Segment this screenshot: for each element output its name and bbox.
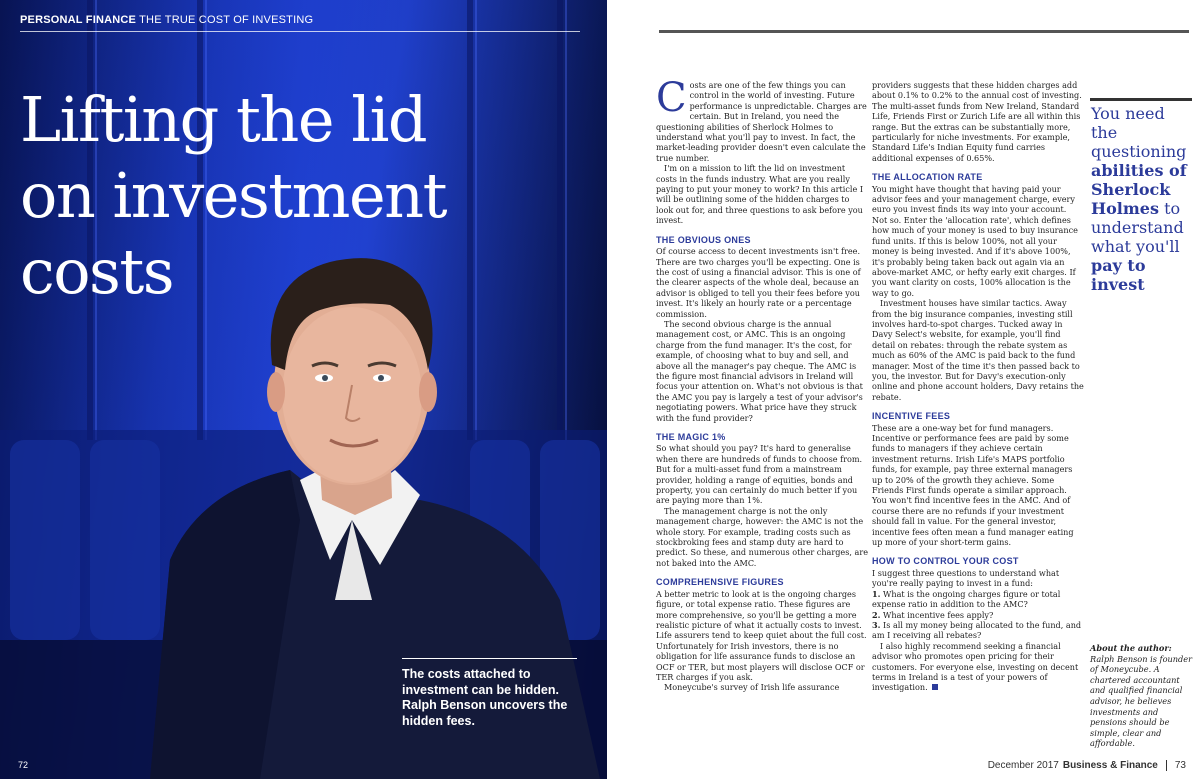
list-item xyxy=(872,589,1084,610)
list-number: 1. xyxy=(872,588,881,599)
list-number: 3. xyxy=(872,619,881,630)
paragraph: I'm on a mission to lift the lid on investment costs in the funds industry. What are you really paying to put your money to work? In this article I will be outlining some of the hidden charges to look out for, and three questions to ask before you invest. xyxy=(656,163,864,226)
footer-divider xyxy=(1166,760,1167,771)
subhead-incentive: INCENTIVE FEES xyxy=(872,411,951,422)
drop-cap: C xyxy=(656,75,687,121)
pull-quote xyxy=(1091,104,1191,294)
headline-line-1: Lifting the lid xyxy=(20,83,427,156)
headline-line-2: on investment xyxy=(20,159,447,232)
pull-quote-part: You need the questioning xyxy=(1091,104,1187,161)
right-page-article xyxy=(607,0,1200,779)
paragraph: A better metric to look at is the ongoing charges figure, or total expense ratio. These figures are more comprehensive, so you'll be getting a more realistic picture of what it actually costs to invest. Life assurers tend to keep quiet about the full cost. Unfortunately for Irish investors, there is no obligation for life assurance funds to disclose an OCF or TER, but most players will disclose OCF or TER charges if you ask. xyxy=(656,588,867,682)
subhead-control: HOW TO CONTROL YOUR COST xyxy=(872,556,1019,567)
pull-quote-rule-top xyxy=(1090,98,1192,101)
author-text: Ralph Benson is founder of Moneycube. A chartered accountant and qualified financial advisor, he believes investments and pensions should be simple, clear and affordable. xyxy=(1090,653,1193,749)
article-column-1 xyxy=(656,75,869,693)
paragraph: The management charge is not the only management charge, however: the AMC is not the whole story. For example, trading costs such as stockbroking fees and stamp duty are hard to predict. So these, and numerous other charges, are not baked into the AMC. xyxy=(656,505,869,568)
list-text: What is the ongoing charges figure or total expense ratio in addition to the AMC? xyxy=(872,588,1061,610)
paragraph: These are a one-way bet for fund managers. Incentive or performance fees are paid by some funds to managers if they achieve certain investment returns. Irish Life's MAPS portfolio funds, for example, pay three external managers up to 20% of the growth they achieve. Some Friends First funds operate a similar approach. You won't find incentive fees in the AMC. And of course there are no refunds if your investment should fall in value. For the general investor, incentive fees often mean a fund manager eating up more of your short-term gains. xyxy=(872,422,1074,548)
paragraph: Investment houses have similar tactics. Away from the big insurance companies, investing still involves hard-to-spot charges. Tucked away in Davy Select's website, for example, you'll find detail on rebates: through the rebate system as much as 60% of the AMC is paid back to the fund manager. Most of the time it's then passed back to you, the investor. But for Davy's execution-only online and phone account holders, Davy retains the rebate. xyxy=(872,298,1084,402)
kicker-section: PERSONAL FINANCE xyxy=(20,14,137,26)
list-text: What incentive fees apply? xyxy=(883,609,994,620)
pull-quote-part: to understand what you'll xyxy=(1091,199,1184,256)
left-page-number: 72 xyxy=(18,760,29,770)
paragraph: providers suggests that these hidden charges add about 0.1% to 0.2% to the annual cost of investing. The multi-asset funds from New Ireland, Standard Life, Friends First or Zurich Life are all within this range. But the extras can be substantially more, particularly for niche investments. For example, Standard Life's Indian Equity fund carries additional expenses of 0.65%. xyxy=(872,80,1082,163)
top-rule xyxy=(659,30,1189,33)
section-kicker xyxy=(20,14,313,26)
page-footer xyxy=(988,760,1186,771)
article-headline xyxy=(20,82,580,310)
paragraph: You might have thought that having paid your advisor fees and your management charge, every euro you invest finds its way into your account. Not so. Enter the 'allocation rate', which defines how much of your money is used to buy insurance fund units. If this is below 100%, not all your money is being invested. And if it's above 100%, it's probably being taken back out again via an above-market AMC, or hefty early exit charges. If you want clarity on costs, 100% allocation is the way to go. xyxy=(872,183,1078,298)
magazine-name: Business & Finance xyxy=(1062,760,1158,771)
question-list xyxy=(872,589,1084,641)
pull-quote-emphasis: pay to invest xyxy=(1091,256,1146,294)
author-label: About the author: xyxy=(1090,643,1172,653)
intro-text: osts are one of the few things you can control in the world of investing. Future performance is unpredictable. Charges are certain. But in Ireland, you need the questioning abilities of Sherlock Holmes to understand what you'll pay to invest. In fact, the market-leading provider doesn't even calculate the true number. xyxy=(656,80,867,163)
end-mark-icon xyxy=(932,684,938,690)
page-number: 73 xyxy=(1174,760,1186,771)
kicker-topic: THE TRUE COST OF INVESTING xyxy=(139,14,314,26)
paragraph: I suggest three questions to understand what you're really paying to invest in a fund: xyxy=(872,567,1060,589)
subhead-allocation: THE ALLOCATION RATE xyxy=(872,172,983,183)
paragraph: Moneycube's survey of Irish life assurance xyxy=(664,682,840,693)
pull-quote-emphasis: abilities of Sherlock Holmes xyxy=(1091,161,1187,218)
subhead-magic: THE MAGIC 1% xyxy=(656,432,726,442)
list-number: 2. xyxy=(872,609,881,620)
paragraph: So what should you pay? It's hard to generalise when there are hundreds of funds to choose from. But for a multi-asset fund from a mainstream provider, holding a range of equities, bonds and property, you can certainly do much better if you are paying more than 1%. xyxy=(656,443,863,506)
list-item xyxy=(872,610,1084,620)
paragraph: Of course access to decent investments isn't free. There are two charges you'll be expecting. One is the cost of using a financial advisor. This is one of the clearer aspects of the whole deal, because an advisor is obliged to tell you their fees before you invest. It's likely an hourly rate or a percentage commission. xyxy=(656,246,861,319)
author-bio xyxy=(1090,643,1194,749)
headline-line-3: costs xyxy=(20,235,174,308)
list-text: Is all my money being allocated to the fund, and am I receiving all rebates? xyxy=(872,619,1082,641)
list-item xyxy=(872,620,1084,641)
paragraph: The second obvious charge is the annual management cost, or AMC. This is an ongoing charge from the fund manager. It's the cost, for example, of choosing what to buy and sell, and above all the manager's pay cheque. The AMC is the figure most financial advisors in Ireland will focus your attention on. What's not obvious is that the AMC you pay is largely a test of your advisor's negotiating powers. What price have they struck with the fund provider? xyxy=(656,318,863,423)
subhead-comprehensive: COMPREHENSIVE FIGURES xyxy=(656,577,784,588)
article-column-2 xyxy=(872,80,1084,693)
closing-text: I also highly recommend seeking a financial advisor who promotes open pricing for their customers. For everyone else, investing on decent terms in Ireland is a test of your powers of investigation. xyxy=(872,640,1079,693)
kicker-rule xyxy=(20,31,580,32)
paragraph xyxy=(872,641,1084,693)
issue-date: December 2017 xyxy=(987,760,1059,771)
subhead-obvious: THE OBVIOUS ONES xyxy=(656,234,751,245)
intro-paragraph xyxy=(656,75,868,163)
caption-rule xyxy=(402,658,577,659)
photo-caption: The costs attached to investment can be hidden. Ralph Benson uncovers the hidden fees. xyxy=(402,667,568,728)
